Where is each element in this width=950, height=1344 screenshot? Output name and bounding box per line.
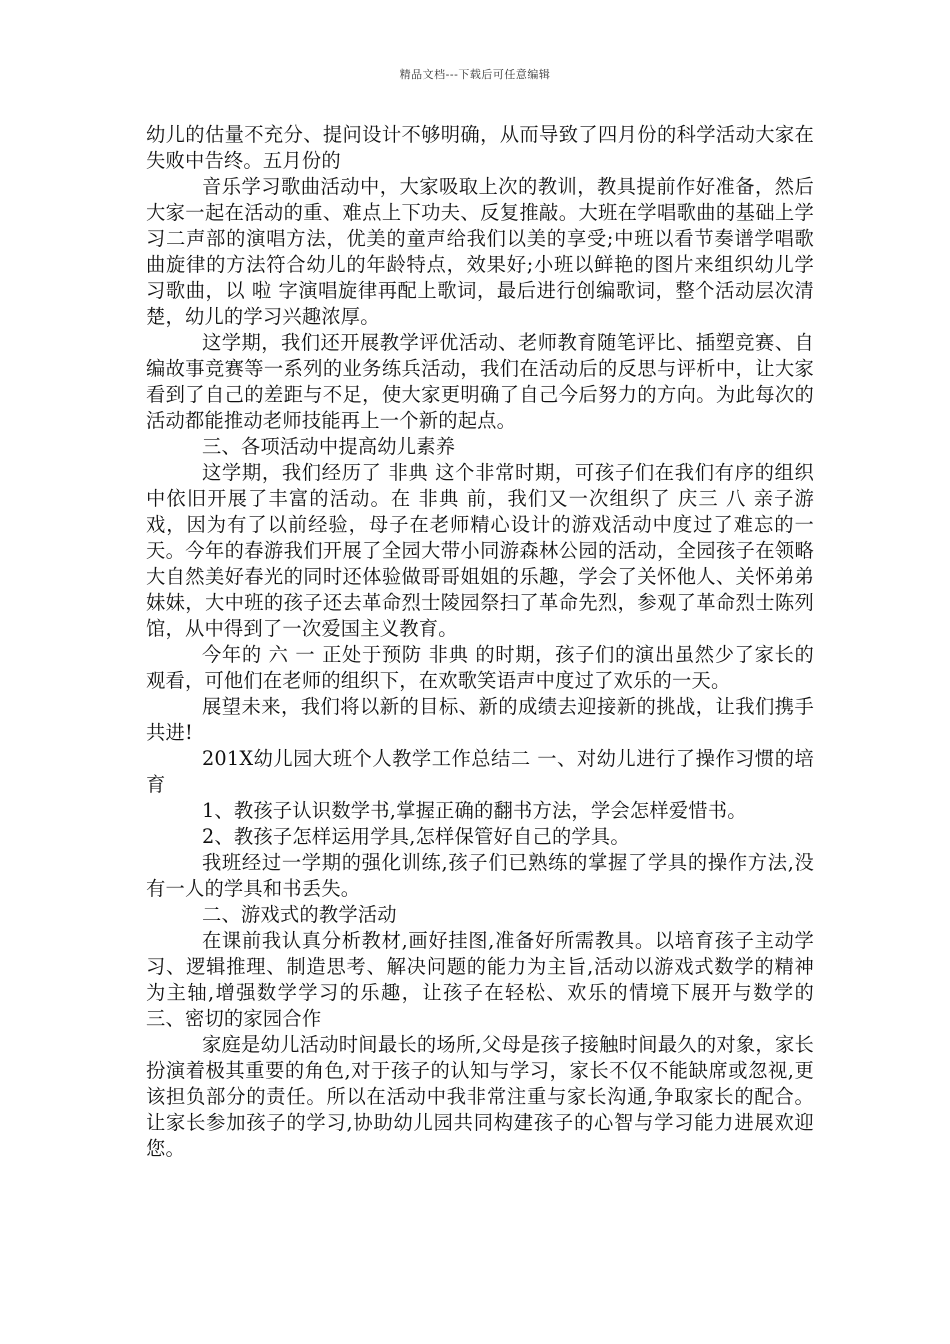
list-item: 2、教孩子怎样运用学具,怎样保管好自己的学具。 bbox=[201, 825, 630, 848]
page-header: 精品文档---下载后可任意编辑 bbox=[399, 68, 551, 81]
list-item: 1、教孩子认识数学书,掌握正确的翻书方法，学会怎样爱惜书。 bbox=[201, 799, 747, 822]
section-heading: 三、各项活动中提高幼儿素养 bbox=[201, 435, 456, 458]
paragraph: 这学期，我们还开展教学评优活动、老师教育随笔评比、插塑竞赛、自编故事竞赛等一系列的业务练兵活动，我们在活动后的反思与评析中，让大家看到了自己的差距与不足，使大家更明确了自己今后努力的方向。为此每次的活动都能推动老师技能再上一个新的起点。 bbox=[146, 331, 814, 432]
paragraph: 幼儿的估量不充分、提问设计不够明确，从而导致了四月份的科学活动大家在失败中告终。五月份的 bbox=[146, 123, 814, 172]
paragraph: 这学期，我们经历了 非典 这个非常时期，可孩子们在我们有序的组织中依旧开展了丰富的活动。在 非典 前，我们又一次组织了 庆三 八 亲子游戏，因为有了以前经验，母子在老师精心设计的游戏活动中度过了难忘的一天。今年的春游我们开展了全园大带小同游森林公园的活动，全园孩子在领略大自然美好春光的同时还体验做哥哥姐姐的乐趣，学会了关怀他人、关怀弟弟妹妹，大中班的孩子还去革命烈士陵园祭扫了革命先烈，参观了革命烈士陈列馆，从中得到了一次爱国主义教育。 bbox=[146, 461, 814, 640]
paragraph: 今年的 六 一 正处于预防 非典 的时期，孩子们的演出虽然少了家长的观看，可他们在老师的组织下，在欢歌笑语声中度过了欢乐的一天。 bbox=[146, 643, 814, 692]
paragraph: 展望未来，我们将以新的目标、新的成绩去迎接新的挑战，让我们携手共进! bbox=[146, 695, 814, 744]
section-heading: 二、游戏式的教学活动 bbox=[201, 903, 397, 926]
paragraph: 我班经过一学期的强化训练,孩子们已熟练的掌握了学具的操作方法,没有一人的学具和书丢失。 bbox=[146, 851, 814, 900]
paragraph: 家庭是幼儿活动时间最长的场所,父母是孩子接触时间最久的对象，家长扮演着极其重要的角色,对于孩子的认知与学习，家长不仅不能缺席或忽视,更该担负部分的责任。所以在活动中我非常注重与家长沟通,争取家长的配合。让家长参加孩子的学习,协助幼儿园共同构建孩子的心智与学习能力进展欢迎您。 bbox=[146, 1033, 814, 1160]
paragraph: 在课前我认真分析教材,画好挂图,准备好所需教具。以培育孩子主动学习、逻辑推理、制造思考、解决问题的能力为主旨,活动以游戏式数学的精神为主轴,增强数学学习的乐趣，让孩子在轻松、欢乐的情境下展开与数学的 三、密切的家园合作 bbox=[146, 929, 814, 1030]
document-body bbox=[146, 122, 814, 1162]
paragraph: 音乐学习歌曲活动中，大家吸取上次的教训，教具提前作好准备，然后大家一起在活动的重、难点上下功夫、反复推敲。大班在学唱歌曲的基础上学习二声部的演唱方法，优美的童声给我们以美的享受;中班以看节奏谱学唱歌曲旋律的方法符合幼儿的年龄特点，效果好;小班以鲜艳的图片来组织幼儿学习歌曲，以 啦 字演唱旋律再配上歌词，最后进行创编歌词，整个活动层次清楚，幼儿的学习兴趣浓厚。 bbox=[146, 175, 814, 328]
paragraph: 201X幼儿园大班个人教学工作总结二 一、对幼儿进行了操作习惯的培育 bbox=[146, 747, 814, 796]
